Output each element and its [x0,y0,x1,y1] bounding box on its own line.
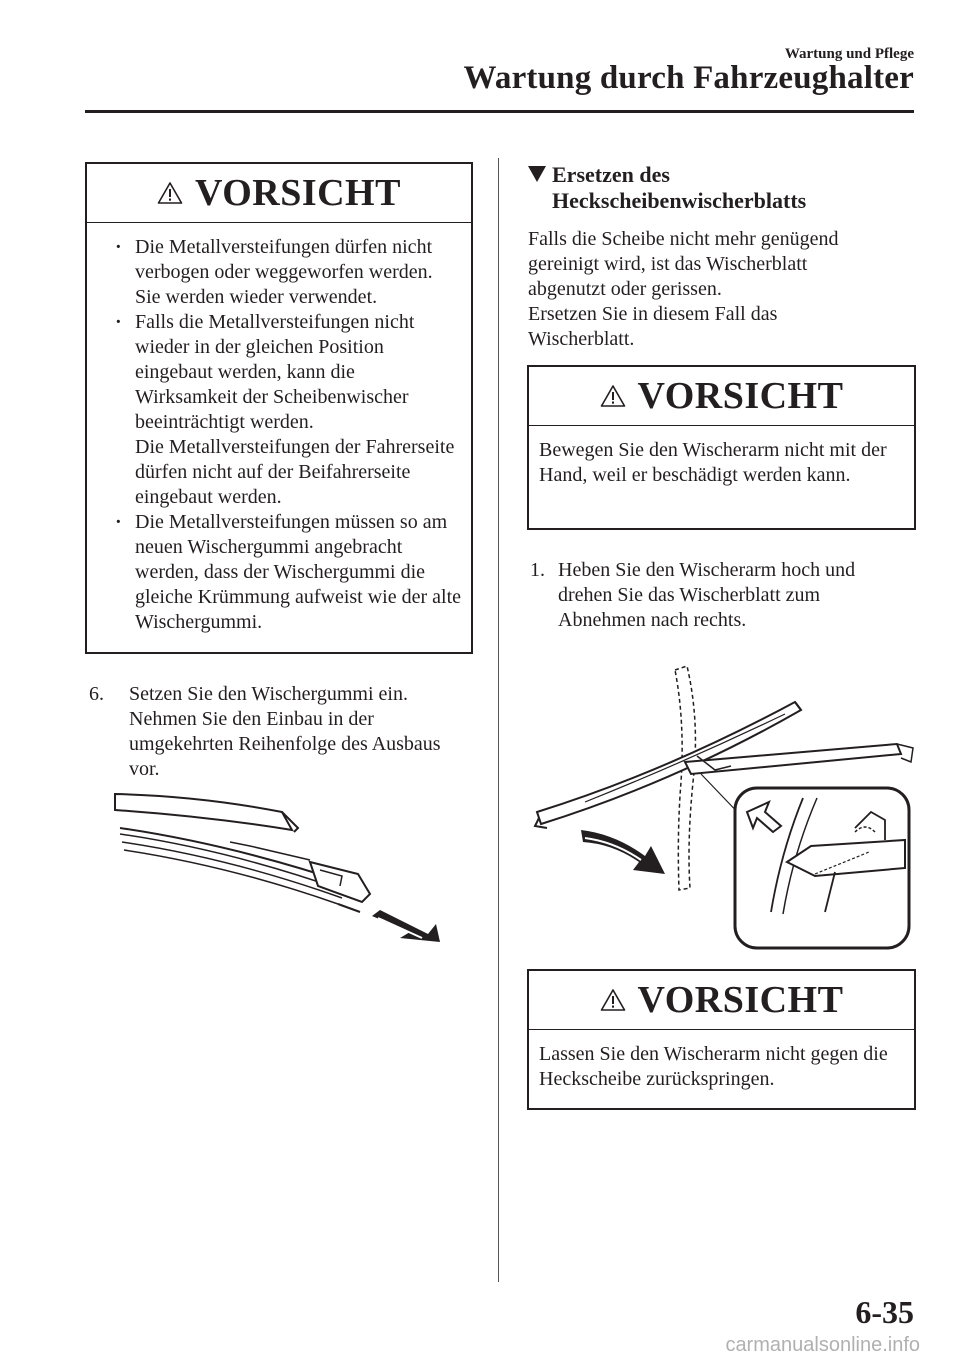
rear-wiper-removal-illustration [525,662,915,952]
caution-bullet-list [97,235,461,635]
intro-paragraph: Falls die Scheibe nicht mehr genügend gereinigt wird, ist das Wischerblatt abgenutzt oder gerissen. [528,228,839,300]
caution-bullet: · Die Metallversteifungen müssen so am neuen Wischergummi angebracht werden, dass der Wischergummi die gleiche Krümmung aufweist wie der alte Wischergummi. [97,510,461,635]
caution-bullet: · Die Metallversteifungen dürfen nicht verbogen oder weggeworfen werden. Sie werden wieder verwendet. [97,235,461,310]
page-number: 6-35 [855,1294,914,1330]
caution-header [87,164,471,223]
direction-arrow-icon [372,910,440,942]
step-text: Setzen Sie den Wischergummi ein. Nehmen Sie den Einbau in der umgekehrten Reihenfolge des Ausbaus vor. [129,683,441,780]
caution-text: Lassen Sie den Wischerarm nicht gegen die Heckscheibe zurückspringen. [539,1043,888,1090]
caution-box-wiper-arm [527,365,916,530]
caution-label: VORSICHT [195,172,401,214]
caution-text: Bewegen Sie den Wischerarm nicht mit der Hand, weil er beschädigt werden kann. [539,439,887,486]
header-divider [85,110,914,113]
caution-header [529,971,914,1030]
caution-label: VORSICHT [637,375,844,417]
warning-triangle-icon [600,384,626,408]
caution-header [529,367,914,426]
warning-triangle-icon [600,988,626,1012]
wiper-rubber-insertion-illustration [110,782,450,942]
caution-label: VORSICHT [637,979,844,1021]
rotation-arrow-icon [581,830,665,874]
down-triangle-icon [528,166,546,182]
intro-paragraph: Ersetzen Sie in diesem Fall das Wischerblatt. [528,303,778,350]
section-title: Wartung und Pflege [784,46,914,62]
intro-text [528,227,868,352]
column-divider [498,158,499,1282]
caution-bullet: · Falls die Metallversteifungen nicht wieder in der gleichen Position eingebaut werden, kann die Wirksamkeit der Scheibenwischer beeinträchtigt werden. Die Metallversteifungen der Fahrerseite dürfen nicht auf der Beifahrerseite eingebaut werden. [97,310,461,510]
watermark: carmanualsonline.info [725,1334,920,1356]
section-subheading: Ersetzen des Heckscheibenwischerblatts [528,162,882,214]
step-number: 6. [89,683,104,705]
step-6 [85,682,475,782]
caution-box-spring-back [527,969,916,1110]
page-title: Wartung durch Fahrzeughalter [463,60,914,96]
warning-triangle-icon [157,181,183,205]
caution-box-metal-stiffeners [85,162,473,654]
step-1 [528,558,898,633]
step-text: Heben Sie den Wischerarm hoch und drehen Sie das Wischerblatt zum Abnehmen nach rechts. [558,559,856,631]
step-number: 1. [530,559,545,581]
